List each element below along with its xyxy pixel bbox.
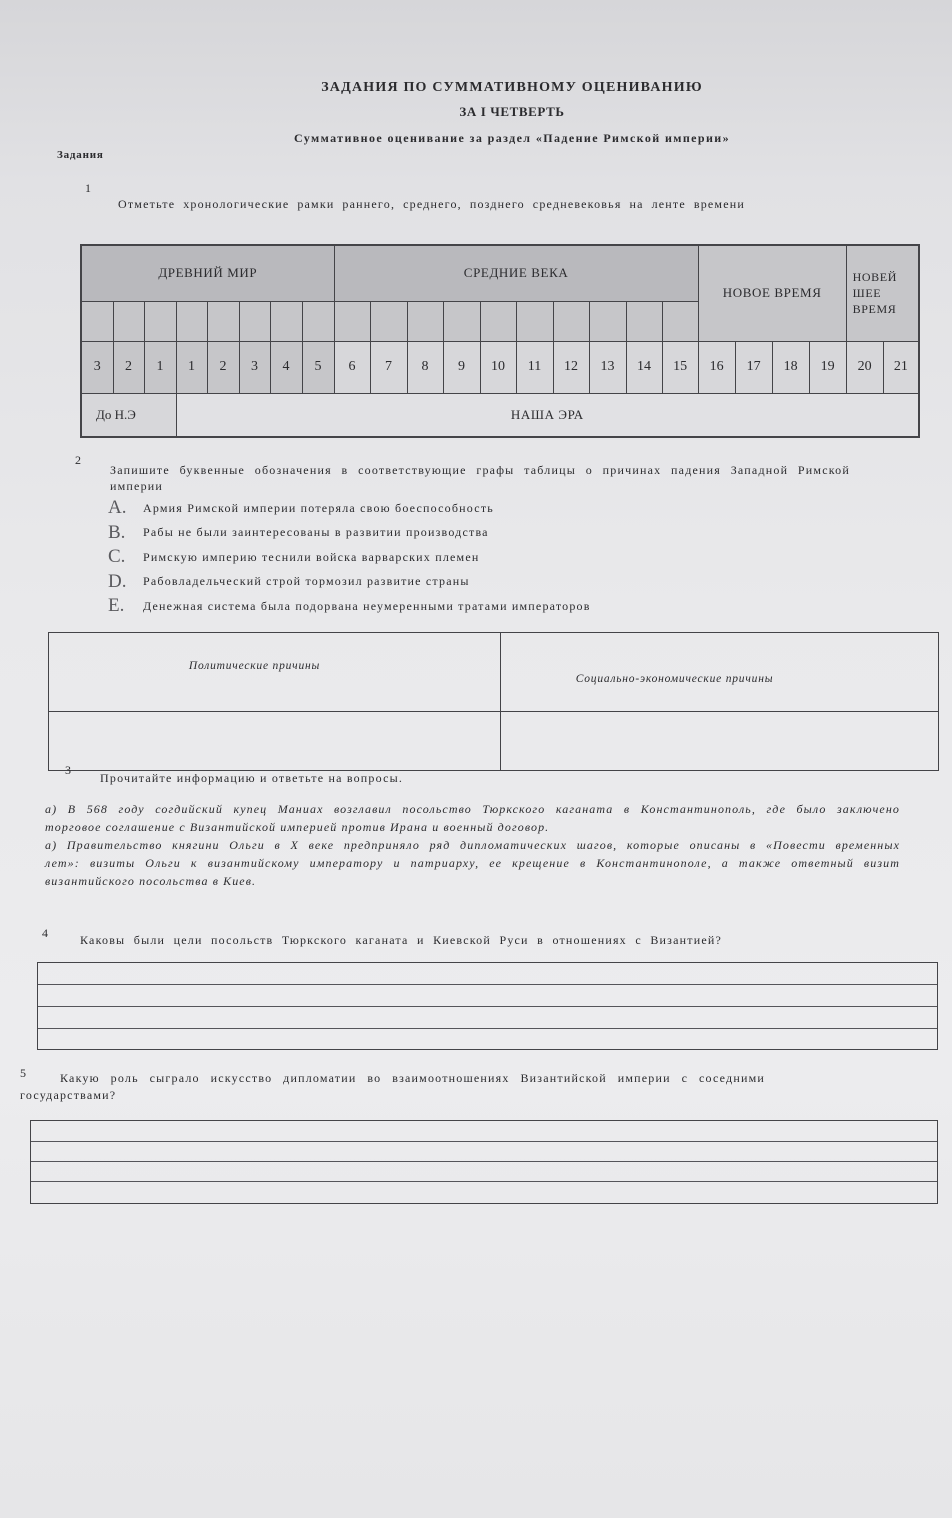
quarter-label: ЗА I ЧЕТВЕРТЬ [459, 104, 565, 119]
answer-line [38, 1028, 937, 1029]
causes-table [48, 632, 939, 771]
century-cell: 12 [553, 341, 589, 393]
option-letter: D. [108, 570, 127, 592]
answer-line [38, 984, 937, 985]
century-cell: 3 [239, 341, 270, 393]
era-contemporary-line: ШЕЕ [852, 286, 882, 301]
task-5-answer-box [30, 1120, 938, 1204]
task-2-number: 2 [75, 453, 81, 467]
century-cell: 17 [735, 341, 772, 393]
option-text: Рабовладельческий строй тормозил развитие страны [143, 574, 470, 589]
option-letter: C. [108, 546, 126, 568]
option-text: Армия Римской империи потеряла свою боеспособность [143, 500, 494, 515]
era-middle-ages: СРЕДНИЕ ВЕКА [334, 245, 698, 301]
timeline-blank-cell [662, 301, 698, 341]
era-contemporary-times [846, 245, 919, 341]
ad-era-label: НАША ЭРА [176, 393, 919, 437]
century-cell: 1 [144, 341, 176, 393]
timeline-blank-cell [207, 301, 239, 341]
timeline-blank-cell [553, 301, 589, 341]
century-cell: 21 [883, 341, 919, 393]
timeline-blank-cell [589, 301, 626, 341]
century-cell: 2 [207, 341, 239, 393]
era-ancient-world: ДРЕВНИЙ МИР [81, 245, 334, 301]
century-cell: 11 [516, 341, 553, 393]
timeline-blank-cell [443, 301, 480, 341]
timeline-blank-cell [480, 301, 516, 341]
timeline-blank-cell [334, 301, 370, 341]
timeline-blank-cell [81, 301, 113, 341]
timeline-blank-cell [144, 301, 176, 341]
passage-line: торговое соглашение с Византийской империей против Ирана и военный договор. [45, 820, 550, 834]
political-causes-answer-cell [49, 712, 501, 771]
option-item [108, 594, 868, 619]
era-contemporary-line: НОВЕЙ [852, 270, 897, 285]
century-cell: 10 [480, 341, 516, 393]
passage-line: лет»: визиты Ольги к византийскому императору и патриарху, ее крещение в Константинополе, а также ответный визит [45, 856, 900, 870]
century-cell: 8 [407, 341, 443, 393]
timeline-blank-cell [270, 301, 302, 341]
timeline-table [80, 244, 920, 438]
passage-line: а) Правительство княгини Ольги в X веке предприняло ряд дипломатических шагов, которые описаны в «Повести временных [45, 838, 900, 852]
option-item [108, 521, 868, 546]
option-item [108, 570, 868, 595]
task-3-text: Прочитайте информацию и ответьте на вопросы. [100, 771, 404, 785]
timeline-blank-cell [370, 301, 407, 341]
option-letter: E. [108, 595, 125, 617]
option-item [108, 496, 868, 521]
option-text: Римскую империю теснили войска варварских племен [143, 549, 480, 564]
task-4-answer-box [37, 962, 938, 1050]
socioeconomic-causes-answer-cell [501, 712, 939, 771]
option-item [108, 545, 868, 570]
task-3-number: 3 [65, 763, 71, 777]
option-letter: A. [108, 497, 127, 519]
bc-era-label: До Н.Э [81, 393, 176, 437]
option-letter: B. [108, 521, 126, 543]
timeline-blank-cell [239, 301, 270, 341]
passage-line: а) В 568 году согдийский купец Маниах возглавил посольство Тюркского каганата в Константинополь, где было заключено [45, 802, 900, 816]
century-cell: 16 [698, 341, 735, 393]
era-contemporary-line: ВРЕМЯ [852, 302, 897, 317]
timeline-blank-cell [626, 301, 662, 341]
task-5-text-line: Какую роль сыграло искусство дипломатии во взаимоотношениях Византийской империи с соседними [60, 1071, 765, 1085]
causes-options-list [108, 496, 868, 619]
tasks-label: Задания [57, 149, 104, 161]
century-cell: 14 [626, 341, 662, 393]
century-cell: 15 [662, 341, 698, 393]
century-cell: 2 [113, 341, 144, 393]
task-4-number: 4 [42, 926, 48, 940]
era-modern-times: НОВОЕ ВРЕМЯ [698, 245, 846, 341]
century-cell: 9 [443, 341, 480, 393]
century-cell: 4 [270, 341, 302, 393]
century-cell: 6 [334, 341, 370, 393]
passage-line: византийского посольства в Киев. [45, 874, 257, 888]
option-text: Рабы не были заинтересованы в развитии производства [143, 525, 489, 540]
task-1-number: 1 [85, 181, 91, 195]
worksheet-title: ЗАДАНИЯ ПО СУММАТИВНОМУ ОЦЕНИВАНИЮ [321, 80, 703, 95]
timeline-blank-cell [176, 301, 207, 341]
answer-line [38, 1006, 937, 1007]
reading-passage [45, 800, 900, 890]
century-cell: 20 [846, 341, 883, 393]
century-cell: 1 [176, 341, 207, 393]
task-4-text: Каковы были цели посольств Тюркского каганата и Киевской Руси в отношениях с Византией? [80, 933, 722, 947]
task-2-text-line: империи [110, 479, 164, 493]
answer-line [31, 1141, 937, 1142]
answer-line [31, 1181, 937, 1182]
timeline-blank-cell [516, 301, 553, 341]
socioeconomic-causes-header: Социально-экономические причины [501, 633, 939, 712]
century-cell: 7 [370, 341, 407, 393]
century-cell: 13 [589, 341, 626, 393]
timeline-blank-cell [302, 301, 334, 341]
section-subtitle: Суммативное оценивание за раздел «Падение Римской империи» [294, 131, 730, 145]
timeline-blank-cell [407, 301, 443, 341]
political-causes-header: Политические причины [49, 633, 501, 712]
century-cell: 3 [81, 341, 113, 393]
task-5-text-line: государствами? [20, 1088, 117, 1102]
timeline-blank-cell [113, 301, 144, 341]
century-cell: 5 [302, 341, 334, 393]
option-text: Денежная система была подорвана неумеренными тратами императоров [143, 598, 591, 613]
task-5-number: 5 [20, 1066, 26, 1080]
task-1-text: Отметьте хронологические рамки раннего, среднего, позднего средневековья на ленте времени [118, 197, 745, 211]
task-2-text-line: Запишите буквенные обозначения в соответствующие графы таблицы о причинах падения Западной Римской [110, 463, 850, 477]
answer-line [31, 1161, 937, 1162]
century-cell: 19 [809, 341, 846, 393]
century-cell: 18 [772, 341, 809, 393]
